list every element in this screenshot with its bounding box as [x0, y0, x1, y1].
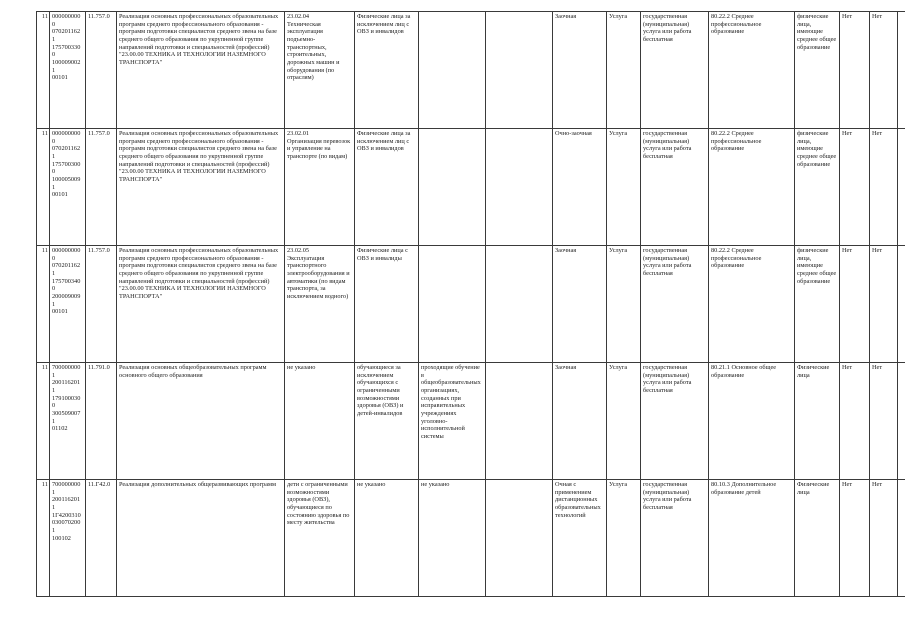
extra-condition-2 — [486, 12, 553, 129]
service-name: Реализация основных профессиональных образовательных программ среднего профессионального образования - программ подготовки специалистов среднего звена на базе среднего общего образования по укрупненной группе направлений подготовки и специальностей (профессий) "23.00.00 ТЕХНИКА И ТЕХНОЛОГИИ НАЗЕМНОГО ТРАНСПОРТА" — [117, 246, 285, 363]
row-number: 11 — [37, 363, 50, 480]
consumers: Физические лица — [795, 363, 840, 480]
study-form: Заочная — [553, 12, 607, 129]
flag-2: Нет — [870, 129, 898, 246]
service-type: Услуга — [607, 246, 641, 363]
specialty: 23.02.05 Эксплуатация транспортного электрооборудования и автоматики (по видам транспорта, за исключением водного) — [285, 246, 355, 363]
flag-1: Нет — [840, 12, 870, 129]
flag-1: Нет — [840, 480, 870, 597]
specialty: дети с ограниченными возможностями здоровья (ОВЗ), обучающиеся по состоянию здоровья по месту жительства — [285, 480, 355, 597]
okved-code: 80.10.3 Дополнительное образование детей — [709, 480, 795, 597]
unique-code: 0000000000 0702011621 1757003400 2000090091 00101 — [50, 246, 86, 363]
unique-code: 7000000001 2001162011 1791000300 3005090071 01102 — [50, 363, 86, 480]
extra-condition-1: проходящие обучение в общеобразовательных организациях, созданных при исправительных учреждениях уголовно-исполнительной системы — [419, 363, 486, 480]
payment-type: государственная (муниципальная) услуга или работа бесплатная — [641, 480, 709, 597]
extra-condition-2 — [486, 363, 553, 480]
service-type: Услуга — [607, 363, 641, 480]
study-form: Заочная — [553, 363, 607, 480]
service-name: Реализация основных профессиональных образовательных программ среднего профессионального образования - программ подготовки специалистов среднего звена на базе среднего общего образования по укрупненной группе направлений подготовки и специальностей (профессий) "23.00.00 ТЕХНИКА И ТЕХНОЛОГИИ НАЗЕМНОГО ТРАНСПОРТА" — [117, 129, 285, 246]
payment-type: государственная (муниципальная) услуга или работа бесплатная — [641, 12, 709, 129]
table-row — [37, 129, 905, 246]
unique-code: 0000000000 0702011621 1757003300 1000090021 00101 — [50, 12, 86, 129]
extra-condition-2 — [486, 129, 553, 246]
service-type: Услуга — [607, 12, 641, 129]
consumer-category: Физические лица за исключением лиц с ОВЗ и инвалидов — [355, 12, 419, 129]
empty-cell — [898, 246, 905, 363]
service-name: Реализация основных общеобразовательных программ основного общего образования — [117, 363, 285, 480]
service-type: Услуга — [607, 129, 641, 246]
study-form: Очно-заочная — [553, 129, 607, 246]
study-form: Очная с применением дистанционных образовательных технологий — [553, 480, 607, 597]
payment-type: государственная (муниципальная) услуга или работа бесплатная — [641, 246, 709, 363]
consumers: Физические лица — [795, 480, 840, 597]
consumers: физические лица, имеющие среднее общее образование — [795, 12, 840, 129]
consumers: физические лица, имеющие среднее общее образование — [795, 129, 840, 246]
row-number: 11 — [37, 480, 50, 597]
okved-code: 80.21.1 Основное общее образование — [709, 363, 795, 480]
table-row — [37, 363, 905, 480]
flag-2: Нет — [870, 246, 898, 363]
table-row — [37, 246, 905, 363]
consumer-category: Физические лица за исключением лиц с ОВЗ и инвалидов — [355, 129, 419, 246]
consumer-category: обучающиеся за исключением обучающихся с ограниченными возможностями здоровья (ОВЗ) и детей-инвалидов — [355, 363, 419, 480]
empty-cell — [898, 12, 905, 129]
row-number: 11 — [37, 129, 50, 246]
registry-number: 11.Г42.0 — [86, 480, 117, 597]
service-type: Услуга — [607, 480, 641, 597]
service-name: Реализация основных профессиональных образовательных программ среднего профессионального образования - программ подготовки специалистов среднего звена на базе среднего общего образования по укрупненной группе направлений подготовки и специальностей (профессий) "23.00.00 ТЕХНИКА И ТЕХНОЛОГИИ НАЗЕМНОГО ТРАНСПОРТА" — [117, 12, 285, 129]
okved-code: 80.22.2 Среднее профессиональное образование — [709, 129, 795, 246]
empty-cell — [898, 129, 905, 246]
registry-number: 11.791.0 — [86, 363, 117, 480]
flag-1: Нет — [840, 363, 870, 480]
payment-type: государственная (муниципальная) услуга или работа бесплатная — [641, 129, 709, 246]
consumer-category: не указано — [355, 480, 419, 597]
specialty: 23.02.04 Техническая эксплуатация подъемно-транспортных, строительных, дорожных машин и оборудования (по отраслям) — [285, 12, 355, 129]
table-row — [37, 12, 905, 129]
flag-2: Нет — [870, 12, 898, 129]
flag-1: Нет — [840, 246, 870, 363]
okved-code: 80.22.2 Среднее профессиональное образование — [709, 12, 795, 129]
table-body — [37, 12, 905, 597]
registry-number: 11.757.0 — [86, 246, 117, 363]
flag-2: Нет — [870, 363, 898, 480]
specialty: 23.02.01 Организация перевозок и управление на транспорте (по видам) — [285, 129, 355, 246]
specialty: не указано — [285, 363, 355, 480]
unique-code: 0000000000 0702011621 1757003000 1000050091 00101 — [50, 129, 86, 246]
extra-condition-2 — [486, 480, 553, 597]
row-number: 11 — [37, 246, 50, 363]
registry-number: 11.757.0 — [86, 12, 117, 129]
extra-condition-1 — [419, 12, 486, 129]
payment-type: государственная (муниципальная) услуга или работа бесплатная — [641, 363, 709, 480]
extra-condition-1 — [419, 246, 486, 363]
row-number: 11 — [37, 12, 50, 129]
consumer-category: Физические лица с ОВЗ и инвалиды — [355, 246, 419, 363]
extra-condition-1 — [419, 129, 486, 246]
consumers: физические лица, имеющие среднее общее образование — [795, 246, 840, 363]
services-registry-table — [36, 11, 905, 597]
table-row — [37, 480, 905, 597]
registry-number: 11.757.0 — [86, 129, 117, 246]
study-form: Заочная — [553, 246, 607, 363]
extra-condition-2 — [486, 246, 553, 363]
flag-1: Нет — [840, 129, 870, 246]
empty-cell — [898, 480, 905, 597]
flag-2: Нет — [870, 480, 898, 597]
extra-condition-1: не указано — [419, 480, 486, 597]
unique-code: 7000000001 2001162011 1Г4200310 0300702001 100102 — [50, 480, 86, 597]
empty-cell — [898, 363, 905, 480]
service-name: Реализация дополнительных общеразвивающих программ — [117, 480, 285, 597]
okved-code: 80.22.2 Среднее профессиональное образование — [709, 246, 795, 363]
